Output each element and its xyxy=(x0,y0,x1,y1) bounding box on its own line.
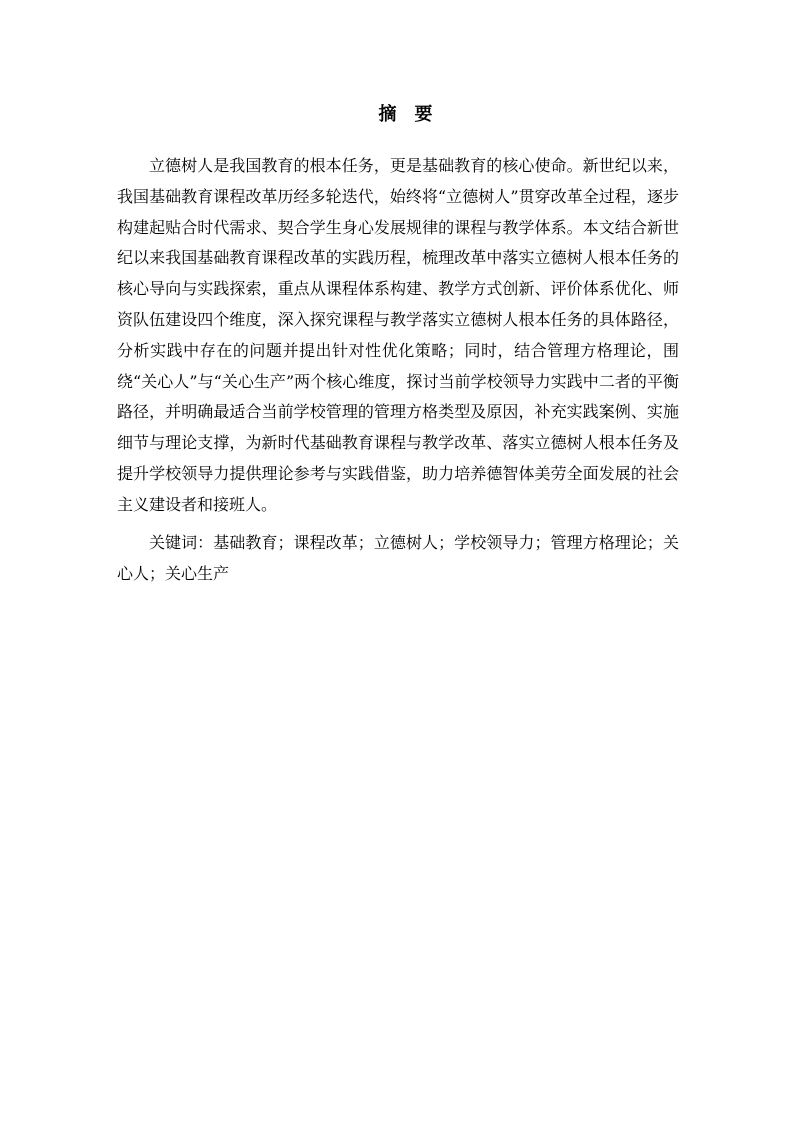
keywords-line: 关键词：基础教育；课程改革；立德树人；学校领导力；管理方格理论；关心人；关心生产 xyxy=(117,533,679,583)
abstract-body: 立德树人是我国教育的根本任务，更是基础教育的核心使命。新世纪以来，我国基础教育课程改革历经多轮迭代，始终将“立德树人”贯穿改革全过程，逐步构建起贴合时代需求、契合学生身心发展规律的课程与教学体系。本文结合新世纪以来我国基础教育课程改革的实践历程，梳理改革中落实立德树人根本任务的核心导向与实践探索，重点从课程体系构建、教学方式创新、评价体系优化、师资队伍建设四个维度，深入探究课程与教学落实立德树人根本任务的具体路径，分析实践中存在的问题并提出针对性优化策略；同时，结合管理方格理论，围绕“关心人”与“关心生产”两个核心维度，探讨当前学校领导力实践中二者的平衡路径，并明确最适合当前学校管理的管理方格类型及原因，补充实践案例、实施细节与理论支撑，为新时代基础教育课程与教学改革、落实立德树人根本任务及提升学校领导力提供理论参考与实践借鉴，助力培养德智体美劳全面发展的社会主义建设者和接班人。 xyxy=(117,156,679,514)
abstract-title: 摘要 xyxy=(378,104,451,125)
